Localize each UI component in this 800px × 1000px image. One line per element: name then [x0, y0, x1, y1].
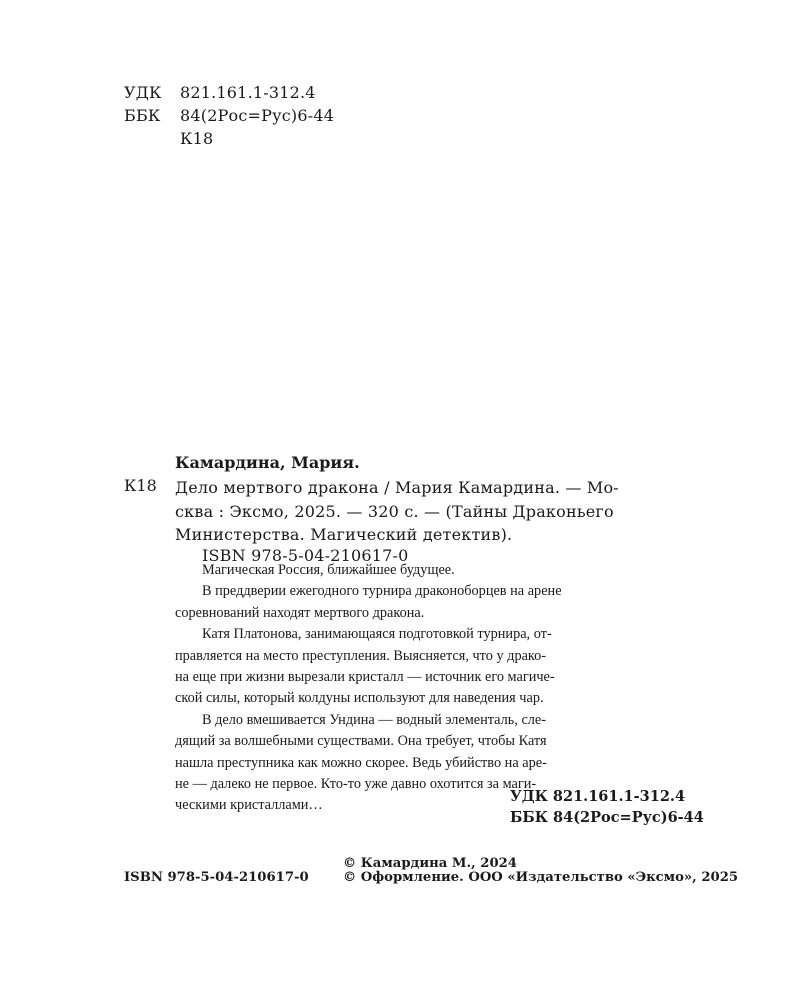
annotation-line: В дело вмешивается Ундина — водный элементаль, сле-: [202, 711, 547, 728]
author-mark-top: К18: [180, 129, 214, 148]
annotation-line: В преддверии ежегодного турнира драконоборцев на арене: [202, 583, 562, 600]
copyright-design: © Оформление. ООО «Издательство «Эксмо», 2025: [343, 870, 739, 885]
annotation-line: не — далеко не первое. Кто-то уже давно охотится за маги-: [175, 776, 537, 792]
udk-top: [124, 81, 316, 104]
annotation-line: Магическая Россия, ближайшее будущее.: [202, 562, 455, 578]
description-line: сква : Эксмо, 2025. — 320 с. — (Тайны Драконьего: [175, 501, 614, 521]
annotation-line: на еще при жизни вырезали кристалл — источник его магиче-: [175, 669, 555, 685]
udk-bottom: УДК 821.161.1-312.4: [510, 788, 686, 805]
bbk-value: 84(2Рос=Рус)6-44: [180, 106, 335, 125]
annotation-line: ческими кристаллами…: [175, 797, 323, 814]
annotation-line: дящий за волшебными существами. Она требует, чтобы Катя: [175, 733, 547, 750]
copyright-author: © Камардина М., 2024: [343, 856, 517, 871]
bbk-bottom: ББК 84(2Рос=Рус)6-44: [510, 809, 704, 826]
annotation-line: ской силы, который колдуны используют для наведения чар.: [175, 690, 544, 707]
record-author-mark: К18: [124, 476, 157, 495]
annotation-line: соревнований находят мертвого дракона.: [175, 604, 425, 621]
copyright-isbn: ISBN 978-5-04-210617-0: [124, 870, 309, 885]
udk-value: 821.161.1-312.4: [180, 83, 316, 102]
udk-label: УДК: [124, 83, 162, 102]
description-line: Дело мертвого дракона / Мария Камардина. — Мо-: [175, 478, 619, 497]
record-author: Камардина, Мария.: [175, 453, 360, 472]
bbk-label: ББК: [124, 106, 161, 125]
bbk-top: [124, 104, 334, 127]
annotation-line: нашла преступника как можно скорее. Ведь убийство на аре-: [175, 754, 547, 771]
annotation-line: Катя Платонова, занимающаяся подготовкой турнира, от-: [202, 626, 552, 643]
description-line: Министерства. Магический детектив).: [175, 525, 513, 544]
record-isbn: ISBN 978-5-04-210617-0: [202, 546, 409, 565]
annotation-line: правляется на место преступления. Выясняется, что у драко-: [175, 647, 547, 664]
